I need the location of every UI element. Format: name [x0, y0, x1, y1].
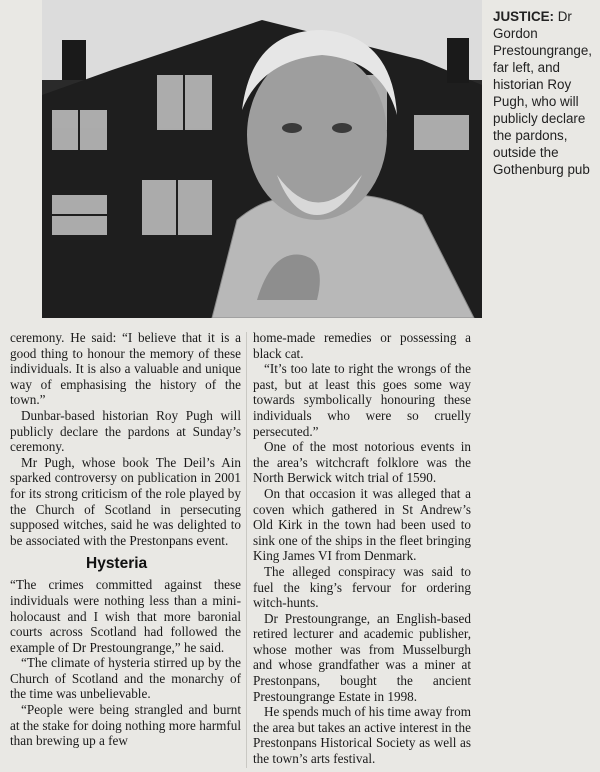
- article-paragraph: “It’s too late to right the wrongs of the past, but at least this goes some way towards symbolically honouring these individuals who were so cruelly persecuted.”: [253, 361, 471, 439]
- caption-keyword: JUSTICE:: [493, 9, 555, 24]
- article-paragraph: He spends much of his time away from the area but takes an active interest in the Prestonpans Historical Society as well as the town’s arts festival.: [253, 704, 471, 767]
- article-paragraph: The alleged conspiracy was said to fuel the king’s fervour for ordering witch-hunts.: [253, 563, 471, 611]
- photo-caption: [493, 8, 597, 178]
- article-paragraph: Dr Prestoungrange, an English-based retired lecturer and academic publisher, whose mother was from Musselburgh and whose grandfather was a miner at Prestonpans, bought the ancient Prestoungrange Estate in 1998.: [253, 610, 471, 704]
- article-paragraph: “The climate of hysteria stirred up by the Church of Scotland and the monarchy of the time was unbelievable.: [10, 655, 241, 702]
- article-paragraph: ceremony. He said: “I believe that it is a good thing to honour the memory of these individuals. It is also a valuable and unique way of emphasising the history of the town.”: [10, 330, 241, 408]
- article-paragraph: Dunbar-based historian Roy Pugh will publicly declare the pardons at Sunday’s ceremony.: [10, 407, 241, 455]
- article-column-right: [253, 330, 471, 767]
- article-paragraph: “People were being strangled and burnt at the stake for doing nothing more harmful than brewing up a few: [10, 702, 241, 749]
- article-paragraph: On that occasion it was alleged that a coven which gathered in St Andrew’s Old Kirk in the town had been used to sink one of the ships in the fleet bringing King James VI from Denmark.: [253, 485, 471, 564]
- article-paragraph: Mr Pugh, whose book The Deil’s Ain sparked controversy on publication in 2001 for its strong criticism of the role played by the Church of Scotland in persecuting supposed witches, said he was delighted to be associated with the Prestonpans event.: [10, 454, 241, 548]
- article-column-left: [10, 330, 241, 749]
- article-paragraph: “The crimes committed against these individuals were nothing less than a mini-holocaust and I wish that more baronial courts across Scotland had followed the example of Dr Prestoungrange,” he said.: [10, 577, 241, 655]
- caption-text: Dr Gordon Prestoungrange, far left, and historian Roy Pugh, who will publicly declare the pardons, outside the Gothenburg pub: [493, 9, 593, 177]
- column-divider: [246, 332, 247, 768]
- article-photo: [42, 0, 482, 318]
- article-subheading: Hysteria: [86, 555, 148, 573]
- photo-illustration: [42, 0, 482, 318]
- article-paragraph: home-made remedies or possessing a black cat.: [253, 330, 471, 361]
- article-paragraph: One of the most notorious events in the area’s witchcraft folklore was the North Berwick witch trial of 1590.: [253, 439, 471, 486]
